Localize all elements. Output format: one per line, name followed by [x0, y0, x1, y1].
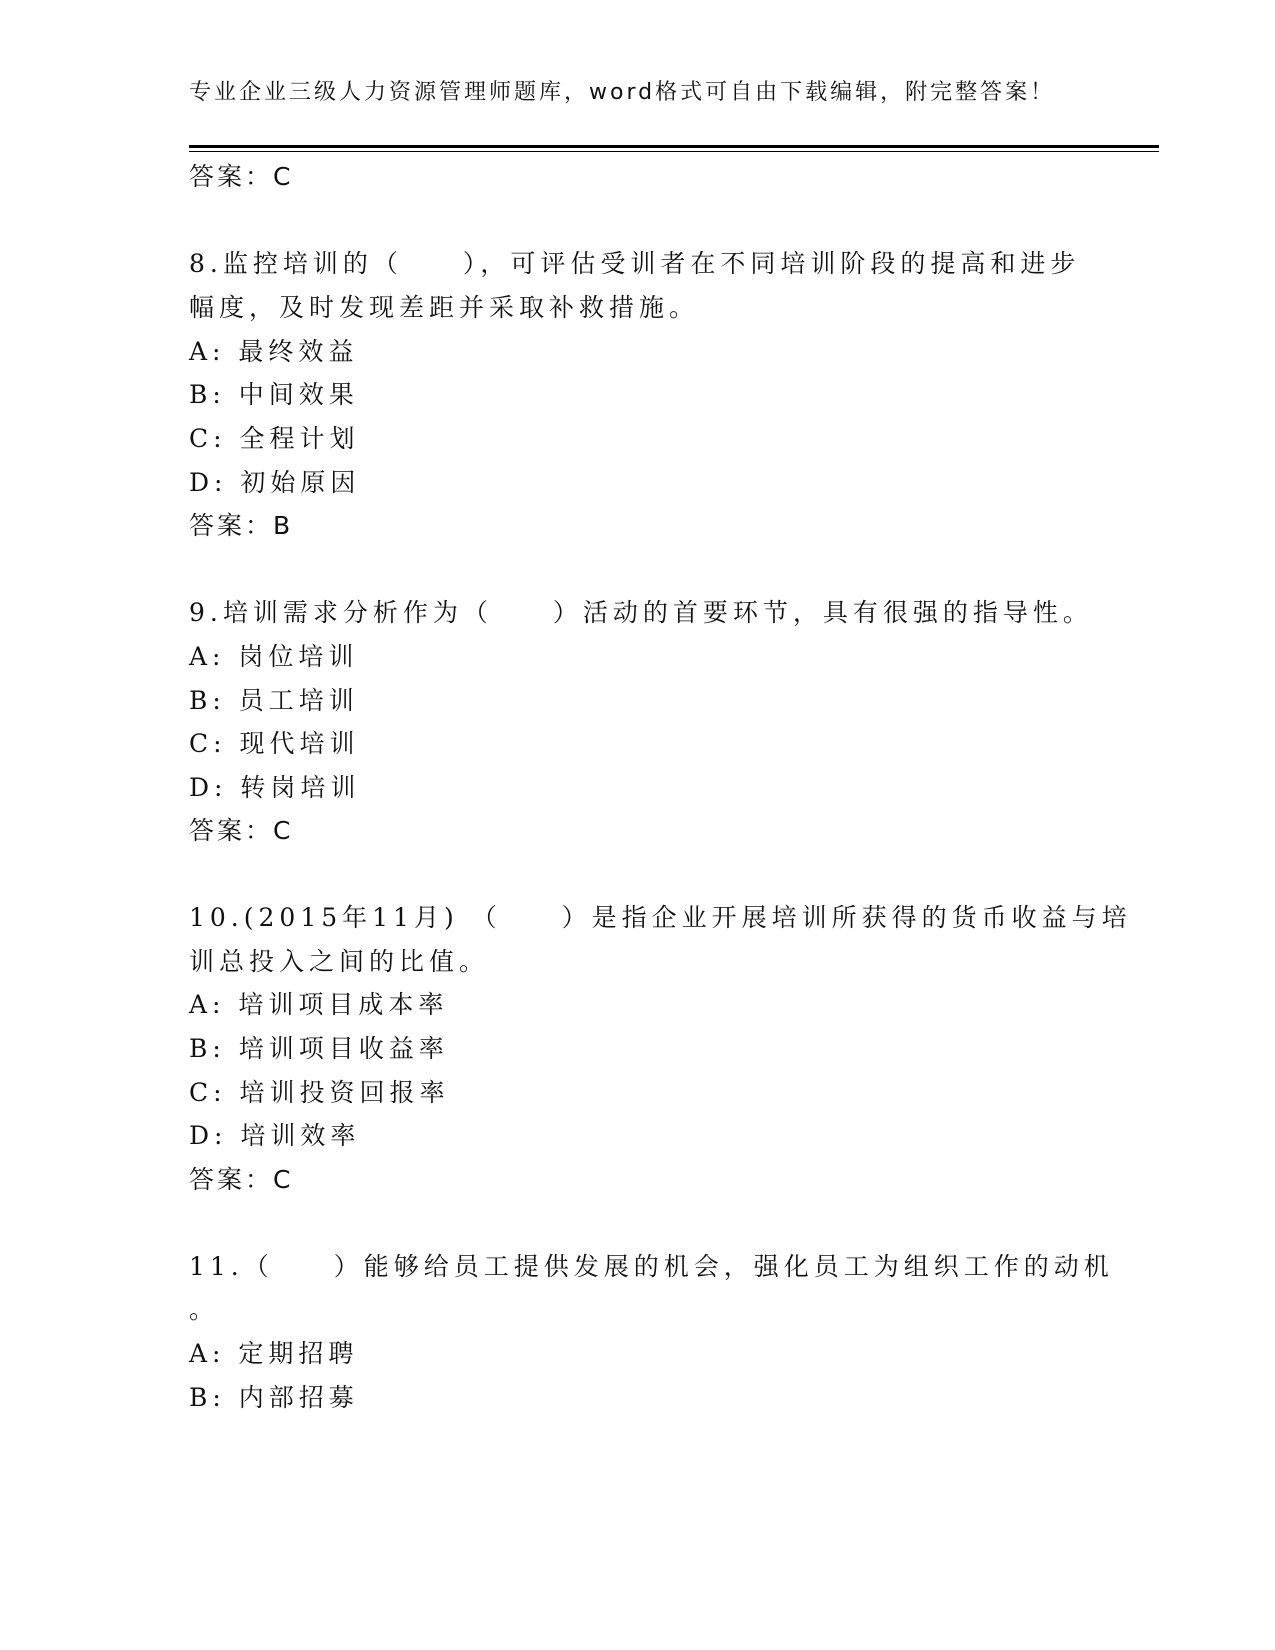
question-10-option-a: A: 培训项目成本率	[189, 990, 449, 1019]
answer-q7: 答案：C	[189, 162, 294, 191]
question-9-option-c: C: 现代培训	[189, 729, 360, 758]
question-10-option-d: D: 培训效率	[189, 1121, 361, 1150]
question-9-option-a: A: 岗位培训	[189, 642, 359, 671]
question-11-stem-line2: 。	[189, 1295, 220, 1324]
answer-q8: 答案：B	[189, 511, 294, 540]
question-11-stem-line1: 11.（ ）能够给员工提供发展的机会，强化员工为组织工作的动机	[189, 1252, 1114, 1281]
question-10-stem-line2: 训总投入之间的比值。	[189, 947, 490, 976]
question-8-option-c: C: 全程计划	[189, 424, 360, 453]
question-8-stem-line2: 幅度，及时发现差距并采取补救措施。	[189, 293, 700, 322]
question-9-option-b: B: 员工培训	[189, 686, 359, 715]
question-11-option-a: A: 定期招聘	[189, 1339, 359, 1368]
question-9-stem-line1: 9.培训需求分析作为（ ）活动的首要环节，具有很强的指导性。	[189, 598, 1093, 627]
question-9-option-d: D: 转岗培训	[189, 773, 361, 802]
header-rule-thin	[189, 151, 1159, 152]
header-rule-thick	[189, 145, 1159, 148]
question-10-option-b: B: 培训项目收益率	[189, 1034, 449, 1063]
question-11-option-b: B: 内部招募	[189, 1383, 359, 1412]
page-header: 专业企业三级人力资源管理师题库，word格式可自由下载编辑，附完整答案！	[189, 80, 1056, 105]
answer-q9: 答案：C	[189, 816, 294, 845]
answer-q10: 答案：C	[189, 1165, 294, 1194]
question-8-stem-line1: 8.监控培训的（ ），可评估受训者在不同培训阶段的提高和进步	[189, 249, 1081, 278]
question-8-option-a: A: 最终效益	[189, 337, 359, 366]
question-10-option-c: C: 培训投资回报率	[189, 1078, 450, 1107]
question-8-option-b: B: 中间效果	[189, 380, 359, 409]
question-8-option-d: D: 初始原因	[189, 468, 361, 497]
question-10-stem-line1: 10.(2015年11月) （ ）是指企业开展培训所获得的货币收益与培	[189, 903, 1132, 932]
